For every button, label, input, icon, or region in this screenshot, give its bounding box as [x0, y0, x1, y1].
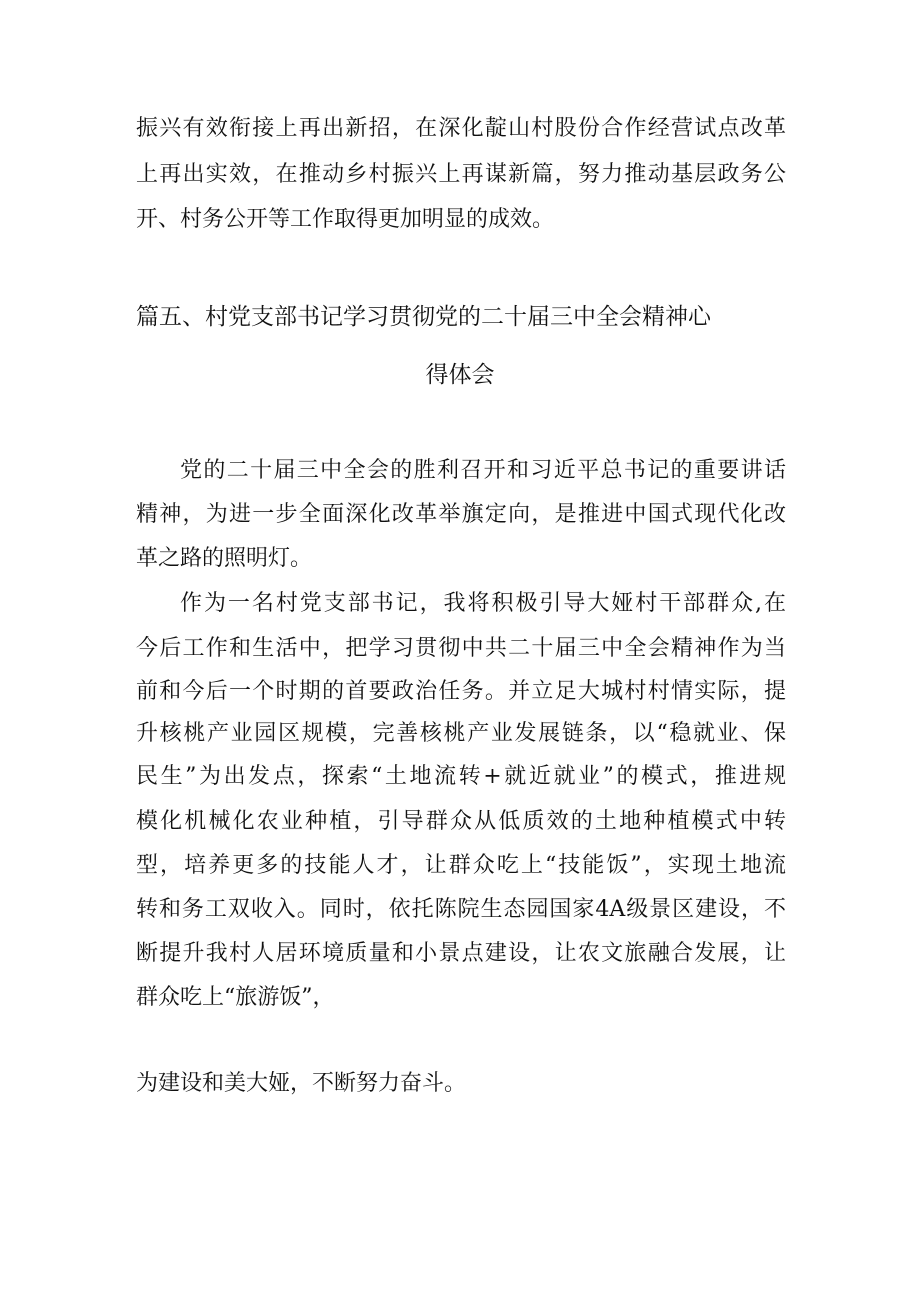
paragraph-line: 作为一名村党支部书记，我将积极引导大娅村干部群众,在 [180, 591, 786, 616]
paragraph-line: 升核桃产业园区规模，完善核桃产业发展链条，以“稳就业、保 [136, 721, 786, 746]
closing-line: 为建设和美大娅，不断努力奋斗。 [136, 1071, 467, 1096]
paragraph-line: 群众吃上“旅游饭”， [136, 985, 335, 1010]
paragraph-line: 今后工作和生活中，把学习贯彻中共二十届三中全会精神作为当 [136, 636, 786, 661]
paragraph-line: 转和务工双收入。同时，依托陈院生态园国家4A级景区建设，不 [136, 897, 786, 922]
paragraph-line: 精神，为进一步全面深化改革举旗定向，是推进中国式现代化改 [136, 502, 786, 527]
section-heading-line-2: 得体会 [425, 362, 495, 388]
paragraph-line: 革之路的照明灯。 [136, 546, 313, 571]
section-heading-line-1: 篇五、村党支部书记学习贯彻党的二十届三中全会精神心 [136, 304, 711, 330]
paragraph-line: 开、村务公开等工作取得更加明显的成效。 [136, 207, 555, 232]
paragraph-line: 模化机械化农业种植，引导群众从低质效的土地种植模式中转 [136, 809, 786, 834]
paragraph-line: 前和今后一个时期的首要政治任务。并立足大城村村情实际，提 [136, 679, 786, 704]
paragraph-line: 断提升我村人居环境质量和小景点建设，让农文旅融合发展，让 [136, 941, 786, 966]
paragraph-line: 型，培养更多的技能人才，让群众吃上“技能饭”，实现土地流 [136, 853, 786, 878]
paragraph-line: 上再出实效，在推动乡村振兴上再谋新篇，努力推动基层政务公 [136, 162, 786, 187]
paragraph-line: 振兴有效衔接上再出新招，在深化靛山村股份合作经营试点改革 [136, 116, 786, 141]
paragraph-line: 民生”为出发点，探索“土地流转+就近就业”的模式，推进规 [136, 764, 786, 789]
paragraph-line: 党的二十届三中全会的胜利召开和习近平总书记的重要讲话 [180, 458, 786, 483]
